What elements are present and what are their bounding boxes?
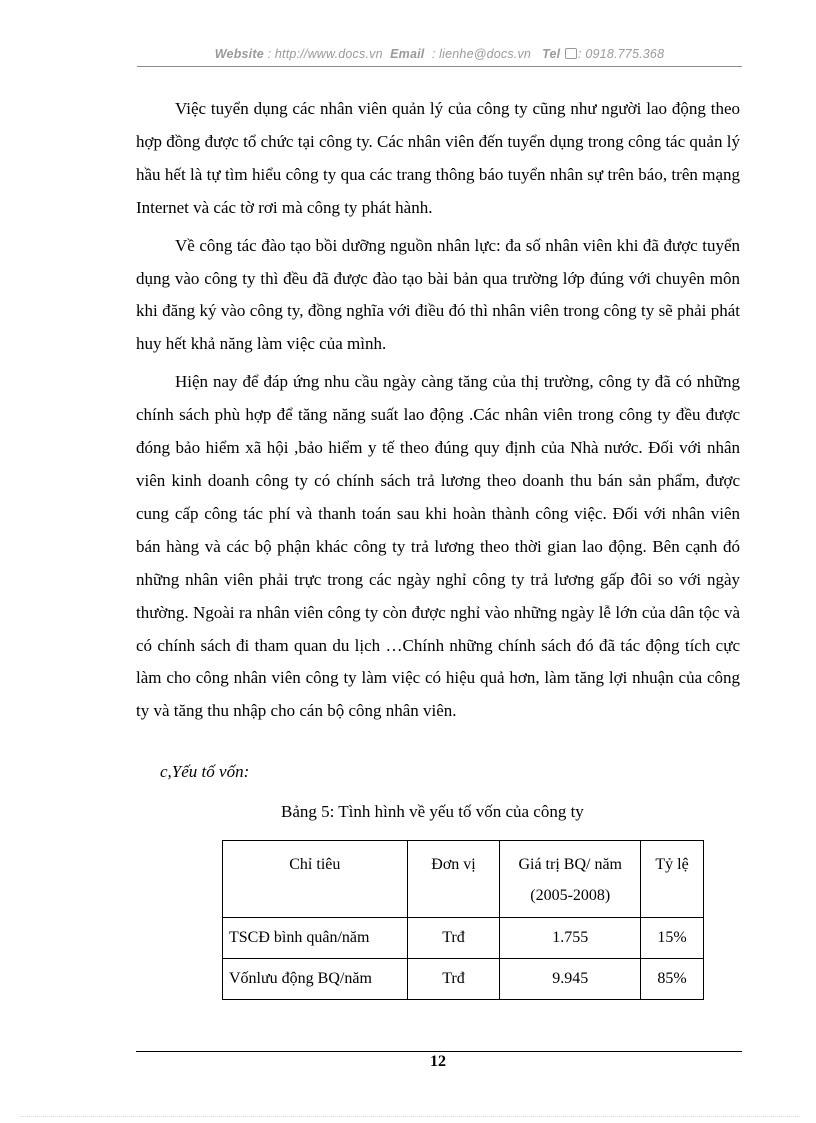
email-value: : lienhe@docs.vn <box>431 47 532 61</box>
table-cell: 1.755 <box>500 918 641 959</box>
header-cell: Chỉ tiêu <box>223 841 408 918</box>
table-row <box>223 959 704 1000</box>
capital-table <box>222 840 704 1000</box>
tel-label: Tel <box>542 47 561 61</box>
paragraph: Hiện nay để đáp ứng nhu cầu ngày càng tăng của thị trường, công ty đã có những chính sách phù hợp để tăng năng suất lao động .Các nhân viên trong công ty đều được đóng bảo hiểm xã hội ,bảo hiểm y tế theo đúng quy định của Nhà nước. Đối với nhân viên kinh doanh công ty có chính sách trả lương theo doanh thu bán sản phẩm, được cung cấp công tác phí và thanh toán sau khi hoàn thành công việc. Đối với nhân viên bán hàng và các bộ phận khác công ty trả lương theo thời gian lao động. Bên cạnh đó những nhân viên phải trực trong các ngày nghỉ công ty trả lương gấp đôi so với ngày thường. Ngoài ra nhân viên công ty còn được nghỉ vào những ngày lễ lớn của dân tộc và có chính sách đi tham quan du lịch …Chính những chính sách đó đã tác động tích cực làm cho công nhân viên công ty làm việc có hiệu quả hơn, làm tăng lợi nhuận của công ty và tăng thu nhập cho cán bộ công nhân viên. <box>136 372 740 721</box>
header-line: (2005-2008) <box>530 887 611 904</box>
table-cell: Trđ <box>407 918 500 959</box>
table-row <box>223 918 704 959</box>
header-cell: Tỷ lệ <box>641 841 704 918</box>
subheading: c,Yếu tố vốn: <box>160 762 250 781</box>
footer-rule <box>136 1051 742 1052</box>
header-line: Giá trị BQ/ năm <box>518 856 622 873</box>
table-cell: Vốnlưu động BQ/năm <box>223 959 408 1000</box>
table-caption: Bảng 5: Tình hình về yếu tố vốn của công ty <box>281 802 584 821</box>
table-cell: Trđ <box>407 959 500 1000</box>
header-cell: Đơn vị <box>407 841 500 918</box>
page-edge <box>20 1116 800 1117</box>
table-cell: 85% <box>641 959 704 1000</box>
paragraph: Về công tác đào tạo bồi dưỡng nguồn nhân lực: đa số nhân viên khi đã được tuyển dụng vào công ty thì đều đã được đào tạo bài bản qua trường lớp đúng với chuyên môn khi đăng ký vào công ty, đồng nghĩa với điều đó thì nhân viên trong công ty sẽ phải phát huy hết khả năng làm việc của mình. <box>136 235 740 354</box>
website-value: : http://www.docs.vn <box>267 47 383 61</box>
email-label: Email <box>390 47 425 61</box>
website-label: Website <box>214 47 264 61</box>
table-cell: 9.945 <box>500 959 641 1000</box>
paragraph: Việc tuyển dụng các nhân viên quản lý của công ty cũng như người lao động theo hợp đồng được tổ chức tại công ty. Các nhân viên đến tuyển dụng trong công tác quản lý hầu hết là tự tìm hiểu công ty qua các trang thông báo tuyển nhân sự trên báo, trên mạng Internet và các tờ rơi mà công ty phát hành. <box>136 99 740 217</box>
table-cell: 15% <box>641 918 704 959</box>
body-text <box>136 93 740 733</box>
table-header-row <box>223 841 704 918</box>
page-header <box>137 47 742 61</box>
table-cell: TSCĐ bình quân/năm <box>223 918 408 959</box>
header-cell <box>500 841 641 918</box>
phone-icon <box>565 48 577 59</box>
page-number: 12 <box>430 1053 446 1070</box>
tel-value: : 0918.775.368 <box>578 47 665 61</box>
header-rule <box>137 66 742 67</box>
